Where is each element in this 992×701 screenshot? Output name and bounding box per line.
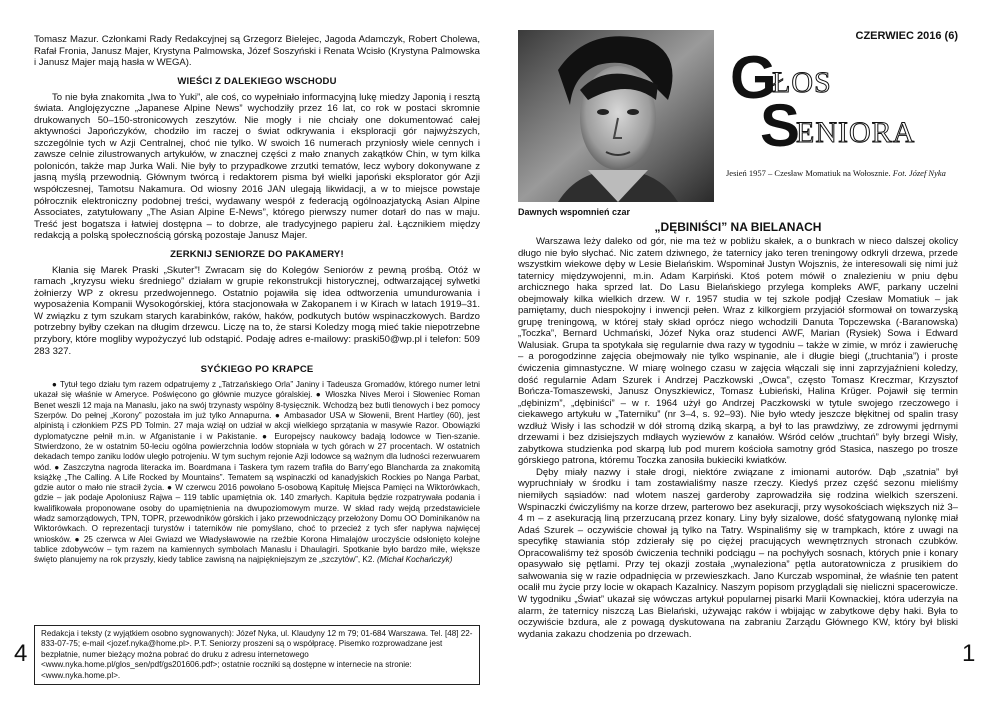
section-tag: Dawnych wspomnień czar — [518, 207, 631, 217]
mast-letter-g: G — [730, 44, 777, 111]
issue-date: CZERWIEC 2016 (6) — [855, 30, 958, 42]
photo-credit: Fot. Józef Nyka — [892, 168, 946, 178]
masthead-logo — [724, 44, 964, 159]
left-page — [34, 0, 480, 701]
krapce-signature: (Michał Kochańczyk) — [376, 555, 453, 565]
mast-word-los: ŁOS — [772, 66, 832, 99]
article-paragraph-1: Warszawa leży daleko od gór, nie ma też w pobliżu skałek, a o bunkrach w nieco dalszej okolicy długo nie było słychać. Nic zatem dziwnego, że taternicy jako teren treningowy odkryli drzewa, przede wszystkim wiekowe dęby w Lesie Bielańskim. Wspominał Justyn Wojsznis, że interesowali się nimi już taternicy międzywojenni, m.in. Adam Karpiński. Ktoś potem mówił o znalezieniu w pniu dębu archicznego haka sprzed lat. Do Lasu Bielańskiego przylega kompleks AWF, parkany uczelni obejmowały kilka wielkich drzew. W r. 1957 studia w tej szkole podjął Czesław Momatiuk – jak pamiętamy, duch niespokojny i inwencji pełen. Wraz z kilkorgiem przyjaciół sformował on towarzyską grupę treningową, w której stały skład oprócz niego wchodzili Danuta Topczewska (-Baranowska) „Toczka”, Bernard Uchmański, Józef Nyka oraz studenci AWF, Marian (Rysiek) Sowa i Edward Walusiak. Grupa ta spotykała się regularnie dwa razy w tygodniu – także w zimie, w mróz i zawieruchę – a porogodzinne zajęcia obejmowały nie tylko wspinanie, ale i długie biegi („truchtania”) i proste ćwiczenia gimnastyczne. W miarę wolnego czasu w zajęcia włączali się inni zaprzyjaźnieni koledzy, dość regularnie Adam Szurek i Andrzej Paczkowski „Owca”, często Tomasz Kreczmar, Krzysztof Bończa-Tomaszewski, Janusz Onyszkiewicz, Tomasz Łubieński, Halina Krüger. Pojawił się termin „dębinizm”, „dębiniści” – w r. 1964 użył go Andrzej Paczkowski w tytule swojego rzeczowego i ciekawego artykułu w „Taterniku” (nr 3–4, s. 92–93). Nie było wtedy jeszcze błękitnej od spalin trasy wzdłuż Wisły i las schodził w dół stromą dziką skarpą, a był to las prawdziwy, ze zdrowymi jędrnymi drzewami i bez dzisiejszych mdłaych wyziewów z kanałów. Wśród celów „truchtań” były brzegi Wisły, zabytkowa studzienka pod skarpą lub pod murem kościoła samotny gród Stasica, naszego po trosze górskiego patrona, któremu Toczka zanosiła bukieciki kwiatków. — [518, 236, 958, 467]
photo-caption — [726, 168, 976, 178]
article-title: „DĘBINIŚCI” NA BIELANACH — [654, 220, 822, 234]
far-east-paragraph: To nie była znakomita „Iwa to Yuki”, ale coś, co wypełniało informacyjną lukę miedzy Japonią i resztą świata. Anglojęzyczne „Japanese Alpine News” wychodziły przez 16 lat, co rok w postaci skromnie drukowanych 50–150-stronicowych zeszytów. Nie mogły i nie chciały one dokumentować całej aktywności Japończyków, chodziło im raczej o świat odkrywania i eksploracji gór najwyższych, szczególnie tych w Azji Centralnej, choć nie tylko. W swoich 16 numerach przyniosły wiele cennych i zawsze celnie zilustrowanych artykułów, w znacznej części z mało znanych zakątków Chin, w tym kilka polonicón, także map Jurka Wali. Nie były to przypadkowe zrzutki tematów, lecz wybory dokonywane z jasną myślą przewodnią. Głównym twórcą i redaktorem pisma był wielki japoński eksplorator gór Azji współczesnej, Tamotsu Nakamura. Od wiosny 2016 JAN ulegają likwidacji, a w to miejsce powstaje półrocznik elektroniczny podobnej treści, wydawany wespół z federacją ogólnoazjatycką Asian Alpine Associates, zatytułowany „The Asian Alpine E-News”, którego pierwszy numer dotarł do nas w maju. Treść jest bogatsza i łatwiej dostępna – to dobrze, ale tradycyjnego papieru żal. Łącznikiem między redakcją a polską społecznością górską pozostaje Janusz Majer. — [34, 91, 480, 242]
portrait-photo-image — [518, 30, 714, 202]
portrait-photo — [518, 30, 714, 202]
krapce-text: ● Tytuł tego działu tym razem odpatrujemy z „Tatrzańskiego Orla” Janiny i Tadeusza Gromadów, którego numer letni ukazał się właśnie w Ameryce. Poświęcono go głównie muzyce góralskiej. ● Włoszka Nives Meroi i Słoweniec Roman Benet weszli 12 maja na Manaslu, jako na swój trzynasty wspólny 8-tysięcznik. Wchodzą bez butli tlenowych i bez pomocy Szerpów. Do pełnej „Korony” pozostała im już tylko Annapurna. ● Ambasador USA w Słowenii, Brent Hartley (60), jest alpinistą i członkiem PZS PD Tolmin. 27 maja wziął on udział w akcji wielkiego sprzątania w masywie Razor. Obowiązki dyplomatyczne pełnił m.in. w Afganistanie i w Pakistanie. ● Europejscy naukowcy badają lodowce w Tien-szanie. Stwierdzono, że w ostatnim 50-leciu ogólna powierzchnia lodów stopniała w tych górach w 27 procentach. W ostatnich dekadach tempo zaniku lodów uległo potrojeniu. W tym suchym rejonie Azji lodowce są ważnym dla ludności rezerwuarem wód. ● Zaszczytna nagroda literacka im. Boardmana i Taskera tym razem trafiła do Barry’ego Blancharda za znakomitą książkę „The Calling. A Life Rocked by Mountains”. Tematem są wspinaczki od kanadyjskich Rockies po Nanga Parbat, gdzie autor o mało nie stracił życia. ● W czerwcu 2016 powołano 5-osobową Kapitułę Miejsca Pamięci na Wiktorówkach, gdzie – jak podaje Apoloniusz Rajwa – 119 tablic upamiętnia ok. 140 zmarłych. Kapituła będzie rozpatrywała podania i kwalifikowała proponowane osoby do upamiętnienia na dwupoziomowym murze. W skład rady wejdą przedstawiciele władz samorządowych, TPN, TOPR, przewodników górskich i jako przewodniczący przełożony Domu OO Dominikanów na Wiktorówkach. O reprezentacji turystów i taterników nie pomyślano, choć to przecież z tych sfer napływa najwięcej wniosków. ● 25 czerwca w Alei Gwiazd we Władysławowie na rzeźbie Korona Himalajów uroczyście odsłonięto kolejne tablice zdobywców – tym razem na kamiennych symbolach Manaslu i Dhaulagiri. Spotkanie było bardzo miłe, większe święto planujemy na rok przyszły, kiedy tablice zawisną na najpiękniejszym ze „szczytów”, K2. — [34, 380, 480, 565]
mast-word-eniora: ENIORA — [796, 116, 916, 149]
photo-caption-text: Jesień 1957 – Czesław Momatiuk na Wołosznie. — [726, 168, 891, 178]
intro-paragraph: Tomasz Mazur. Członkami Rady Redakcyjnej są Grzegorz Bielejec, Jagoda Adamczyk, Robert Cholewa, Rafał Fronia, Janusz Majer, Krystyna Palmowska, Józef Soszyński i Renata Wcisło (Krystyna Palmowska i Janusz Majer mają hasła w WEGA). — [34, 34, 480, 69]
section-heading-krapce: SYĆKIEGO PO KRAPCE — [200, 364, 314, 376]
article-paragraph-2: Dęby miały nazwy i stałe drogi, niektóre związane z imionami autorów. Dąb „szatnia” był wypruchniały w środku i tam zostawialiśmy nasze rzeczy. Kiedyś przez część sezonu mieliśmy niemiłych sąsiadów: nad wlotem naszej garderoby zaprowadziła się rodzina wielkich szerszeni. Wspinaczki ćwiczyliśmy na korze drzew, parterowo bez asekuracji, przy wysokościach większych niż 3–4 m – z asekuracją liną przerzucaną przez konary. Liny były sizalowe, dość sfatygowaną nylonkę miał Adaś Szurek – oczywiście chował ją tylko na Tatry. Wspinaliśmy się w trampkach, które z uwagi na specyfikę stawiania stóp zdzierały się po ciężej pracujących wewnętrznych stronach czubków. Opracowaliśmy też sposób ćwiczenia techniki podciągu – na pochyłych sosnach, których pnie i konary opasywało się pętlami. Przy tej okazji została „wynaleziona” pętla autoratownicza z prusikiem do salwowania się w razie odpadnięcia w przewieszkach. Jano Kurczab wspominał, że właśnie ten patent ocalił mu życie przy locie w okapach Kazalnicy. Naszym popisom przyglądali się nieliczni spacerowicze. W tygodniku „Świat” ukazał się wówczas artykuł popularnej pisarki Marii Kownackiej, która uderzyła na alarm, że taternicy niszczą Las Bielański, używając raków i wbijając w zabytkowe dęby haki. Była to oczywiście bzdura, ale z powagą dyskutowana na zabraniu Zarządu Głównego KW, który był bliski wydania zakazu chodzenia po drzewach. — [518, 466, 958, 640]
section-heading-pakamera: ZERKNIJ SENIORZE DO PAKAMERY! — [170, 248, 344, 260]
pakamera-paragraph: Kłania się Marek Praski „Skuter”! Zwracam się do Kolegów Seniorów z pewną prośbą. Otóż w ramach „kryzysu wieku średniego” działam w grupie rekonstrukcji historycznej, odtwarzającej sylwetki żołnierzy WP z okresu przedwojennego. Ostatnio pojawiła się idea odtworzenia umundurowania i wyposażenia Kompanii Wysokogórskiej, która stacjonowała w Zakopanem i w Kirach w latach 1919–31. W związku z tym szukam starych karabinków, raków, haków, podkutych butów wspinaczkowych. Bardzo potrzebny byłby czekan na długim drzewcu. Liczę na to, że starsi Koledzy mogą mieć takie niepotrzebne przybory, które mogliby wypożyczyć lub odstąpić. Podaję adres e-mailowy: praski50@wp.pl i telefon: 509 283 327. — [34, 264, 480, 357]
mast-letter-s: S — [760, 92, 801, 159]
page-number-left: 4 — [14, 640, 28, 667]
krapce-paragraph — [34, 380, 480, 565]
section-heading-far-east: WIEŚCI Z DALEKIEGO WSCHODU — [177, 75, 337, 87]
editorial-box — [34, 625, 480, 685]
editorial-text: Redakcja i teksty (z wyjątkiem osobno sygnowanych): Józef Nyka, ul. Klaudyny 12 m 79; 01-684 Warszawa. Tel. [48] 22-833-07-75; e-mail <jozef.nyka@home.pl>. P.T. Seniorzy proszeni są o współpracę. Pisemko rozprowadzane jest bezpłatnie, numer bieżący można pobrać do druku z adresu internetowego <www.nyka.home.pl/glos_sen/pdf/gs201606.pdf>; ostatnie roczniki są dostępne w internecie na stronie: <www.nyka.home.pl>. — [41, 629, 473, 680]
page-number-right: 1 — [962, 640, 976, 667]
article-body — [518, 236, 958, 640]
